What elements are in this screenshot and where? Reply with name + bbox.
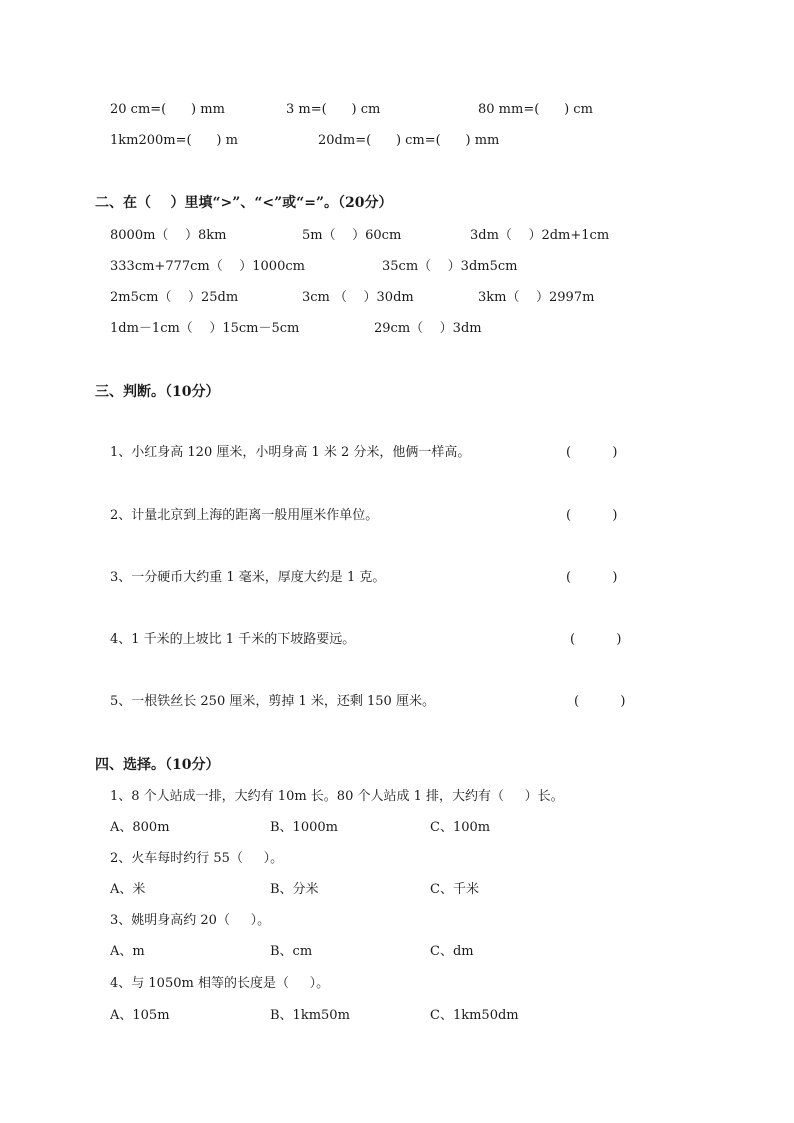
- option-c[interactable]: C、千米: [430, 882, 479, 897]
- compare-item: 5m（ ）60cm: [302, 228, 402, 243]
- compare-item: 333cm+777cm（ ）1000cm: [110, 259, 305, 274]
- compare-item: 3km（ ）2997m: [478, 290, 595, 305]
- answer-blank[interactable]: ( ): [566, 570, 618, 585]
- section-heading: 二、在（ ）里填“>”、“<”或“=”。（20分）: [95, 195, 393, 211]
- section-heading: 三、判断。（10分）: [95, 384, 220, 400]
- compare-item: 2m5cm（ ）25dm: [110, 290, 239, 305]
- judgment-item: 2、计量北京到上海的距离一般用厘米作单位。: [110, 508, 379, 523]
- fill-blank-item: 20dm=( ) cm=( ) mm: [318, 133, 500, 148]
- option-b[interactable]: B、1km50m: [270, 1008, 350, 1023]
- option-a[interactable]: A、800m: [110, 820, 170, 835]
- option-b[interactable]: B、分米: [270, 882, 319, 897]
- option-b[interactable]: B、1000m: [270, 820, 338, 835]
- option-a[interactable]: A、105m: [110, 1008, 170, 1023]
- judgment-item: 1、小红身高 120 厘米，小明身高 1 米 2 分米，他俩一样高。: [110, 445, 471, 460]
- judgment-item: 3、一分硬币大约重 1 毫米，厚度大约是 1 克。: [110, 570, 386, 585]
- answer-blank[interactable]: ( ): [570, 632, 622, 647]
- question-text: 3、姚明身高约 20（ ）。: [110, 913, 271, 928]
- compare-item: 3dm（ ）2dm+1cm: [470, 228, 610, 243]
- option-c[interactable]: C、dm: [430, 944, 474, 959]
- answer-blank[interactable]: ( ): [574, 694, 626, 709]
- answer-blank[interactable]: ( ): [566, 445, 618, 460]
- option-c[interactable]: C、100m: [430, 820, 491, 835]
- answer-blank[interactable]: ( ): [566, 508, 618, 523]
- compare-item: 35cm（ ）3dm5cm: [382, 259, 518, 274]
- compare-item: 1dm－1cm（ ）15cm－5cm: [110, 321, 300, 336]
- option-c[interactable]: C、1km50dm: [430, 1008, 519, 1023]
- compare-item: 8000m（ ）8km: [110, 228, 227, 243]
- question-text: 4、与 1050m 相等的长度是（ ）。: [110, 976, 330, 991]
- fill-blank-item: 1km200m=( ) m: [110, 133, 238, 148]
- fill-blank-item: 3 m=( ) cm: [286, 102, 381, 117]
- fill-blank-item: 80 mm=( ) cm: [478, 102, 593, 117]
- option-a[interactable]: A、m: [110, 944, 145, 959]
- question-text: 2、火车每时约行 55（ ）。: [110, 851, 284, 866]
- compare-item: 29cm（ ）3dm: [374, 321, 482, 336]
- fill-blank-item: 20 cm=( ) mm: [110, 102, 225, 117]
- option-a[interactable]: A、米: [110, 882, 146, 897]
- compare-item: 3cm （ ）30dm: [302, 290, 414, 305]
- option-b[interactable]: B、cm: [270, 944, 313, 959]
- section-heading: 四、选择。（10分）: [95, 757, 220, 773]
- judgment-item: 5、一根铁丝长 250 厘米，剪掉 1 米，还剩 150 厘米。: [110, 694, 435, 709]
- judgment-item: 4、1 千米的上坡比 1 千米的下坡路要远。: [110, 632, 356, 647]
- question-text: 1、8 个人站成一排，大约有 10m 长。80 个人站成 1 排，大约有（ ）长。: [110, 789, 564, 804]
